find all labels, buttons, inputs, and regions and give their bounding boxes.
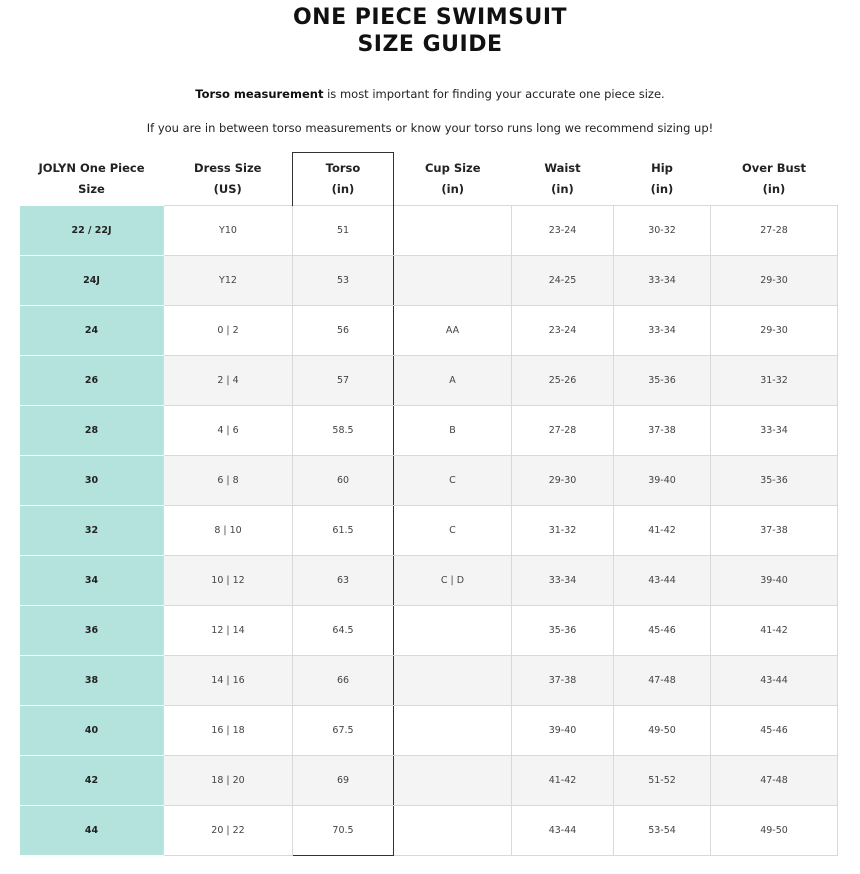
dress-size-cell: 0 | 2 [164,306,293,356]
torso-cell: 57 [293,356,394,406]
size-cell: 44 [20,806,164,856]
hip-cell: 33-34 [614,306,711,356]
waist-cell: 23-24 [512,306,614,356]
dress-size-cell: 6 | 8 [164,456,293,506]
size-cell: 36 [20,606,164,656]
hip-cell: 45-46 [614,606,711,656]
header-cup-size-line2: (in) [441,181,465,196]
table-row [20,756,838,806]
hip-cell: 49-50 [614,706,711,756]
dress-size-cell: 10 | 12 [164,556,293,606]
torso-cell: 60 [293,456,394,506]
hip-cell: 41-42 [614,506,711,556]
table-row [20,506,838,556]
table-row [20,256,838,306]
dress-size-cell: 4 | 6 [164,406,293,456]
waist-cell: 25-26 [512,356,614,406]
table-row [20,456,838,506]
over-bust-cell: 35-36 [711,456,838,506]
hip-cell: 35-36 [614,356,711,406]
intro-text-sizing-up: If you are in between torso measurements or know your torso runs long we recommend sizing up! [146,121,714,135]
torso-cell: 56 [293,306,394,356]
waist-cell: 31-32 [512,506,614,556]
torso-cell: 51 [293,206,394,256]
torso-cell: 58.5 [293,406,394,456]
header-row [20,153,838,206]
table-row [20,406,838,456]
torso-cell: 61.5 [293,506,394,556]
size-cell: 42 [20,756,164,806]
intro-text-torso [0,87,860,101]
cup-size-cell: C | D [394,556,512,606]
header-torso-line2: (in) [331,182,355,196]
intro-text-rest: is most important for finding your accurate one piece size. [323,87,665,101]
torso-cell: 69 [293,756,394,806]
over-bust-cell: 43-44 [711,656,838,706]
dress-size-cell: 16 | 18 [164,706,293,756]
over-bust-cell: 29-30 [711,306,838,356]
waist-cell: 24-25 [512,256,614,306]
over-bust-cell: 47-48 [711,756,838,806]
header-over-bust-line2: (in) [762,181,786,196]
over-bust-cell: 27-28 [711,206,838,256]
dress-size-cell: 20 | 22 [164,806,293,856]
header-size [20,153,164,206]
over-bust-cell: 39-40 [711,556,838,606]
table-row [20,656,838,706]
size-cell: 30 [20,456,164,506]
header-hip-line1: Hip [651,160,673,175]
header-dress-size-line1: Dress Size [194,160,262,175]
over-bust-cell: 33-34 [711,406,838,456]
hip-cell: 47-48 [614,656,711,706]
header-size-line2: Size [78,181,105,196]
cup-size-cell: C [394,506,512,556]
torso-cell: 70.5 [293,806,394,856]
cup-size-cell [394,256,512,306]
size-cell: 40 [20,706,164,756]
cup-size-cell: A [394,356,512,406]
waist-cell: 29-30 [512,456,614,506]
size-guide-table [19,152,838,856]
waist-cell: 41-42 [512,756,614,806]
header-size-line1: JOLYN One Piece [38,160,145,175]
waist-cell: 27-28 [512,406,614,456]
torso-cell: 53 [293,256,394,306]
header-cup-size [394,153,512,206]
size-cell: 38 [20,656,164,706]
header-waist [512,153,614,206]
cup-size-cell [394,606,512,656]
header-dress-size [164,153,293,206]
cup-size-cell [394,756,512,806]
dress-size-cell: 2 | 4 [164,356,293,406]
title-line-1: ONE PIECE SWIMSUIT [292,5,568,30]
table-row [20,606,838,656]
over-bust-cell: 37-38 [711,506,838,556]
hip-cell: 43-44 [614,556,711,606]
torso-cell: 64.5 [293,606,394,656]
hip-cell: 33-34 [614,256,711,306]
table-row [20,306,838,356]
intro-bold-torso-measurement: Torso measurement [195,87,324,101]
table-row [20,556,838,606]
torso-cell: 63 [293,556,394,606]
header-torso-line1: Torso [325,161,361,175]
hip-cell: 30-32 [614,206,711,256]
dress-size-cell: 14 | 16 [164,656,293,706]
header-hip [614,153,711,206]
hip-cell: 51-52 [614,756,711,806]
size-table-body [20,206,838,856]
table-row [20,806,838,856]
over-bust-cell: 45-46 [711,706,838,756]
header-hip-line2: (in) [650,181,674,196]
header-over-bust-line1: Over Bust [741,160,807,175]
header-over-bust [711,153,838,206]
cup-size-cell [394,656,512,706]
waist-cell: 39-40 [512,706,614,756]
cup-size-cell [394,806,512,856]
header-dress-size-line2: (US) [213,181,242,196]
waist-cell: 37-38 [512,656,614,706]
hip-cell: 53-54 [614,806,711,856]
waist-cell: 35-36 [512,606,614,656]
cup-size-cell: C [394,456,512,506]
table-row [20,706,838,756]
waist-cell: 43-44 [512,806,614,856]
hip-cell: 39-40 [614,456,711,506]
cup-size-cell [394,206,512,256]
size-cell: 32 [20,506,164,556]
size-cell: 24J [20,256,164,306]
header-waist-line1: Waist [544,160,581,175]
dress-size-cell: Y12 [164,256,293,306]
dress-size-cell: 8 | 10 [164,506,293,556]
over-bust-cell: 31-32 [711,356,838,406]
table-row [20,356,838,406]
size-cell: 28 [20,406,164,456]
size-cell: 26 [20,356,164,406]
over-bust-cell: 29-30 [711,256,838,306]
header-cup-size-line1: Cup Size [424,160,481,175]
header-waist-line2: (in) [551,181,574,196]
size-cell: 34 [20,556,164,606]
title-line-2: SIZE GUIDE [357,32,503,57]
waist-cell: 23-24 [512,206,614,256]
over-bust-cell: 49-50 [711,806,838,856]
torso-cell: 67.5 [293,706,394,756]
cup-size-cell: AA [394,306,512,356]
over-bust-cell: 41-42 [711,606,838,656]
dress-size-cell: 18 | 20 [164,756,293,806]
waist-cell: 33-34 [512,556,614,606]
hip-cell: 37-38 [614,406,711,456]
cup-size-cell [394,706,512,756]
table-row [20,206,838,256]
torso-cell: 66 [293,656,394,706]
page-title [0,4,860,58]
dress-size-cell: Y10 [164,206,293,256]
header-torso [293,153,394,206]
size-cell: 22 / 22J [20,206,164,256]
dress-size-cell: 12 | 14 [164,606,293,656]
size-cell: 24 [20,306,164,356]
cup-size-cell: B [394,406,512,456]
